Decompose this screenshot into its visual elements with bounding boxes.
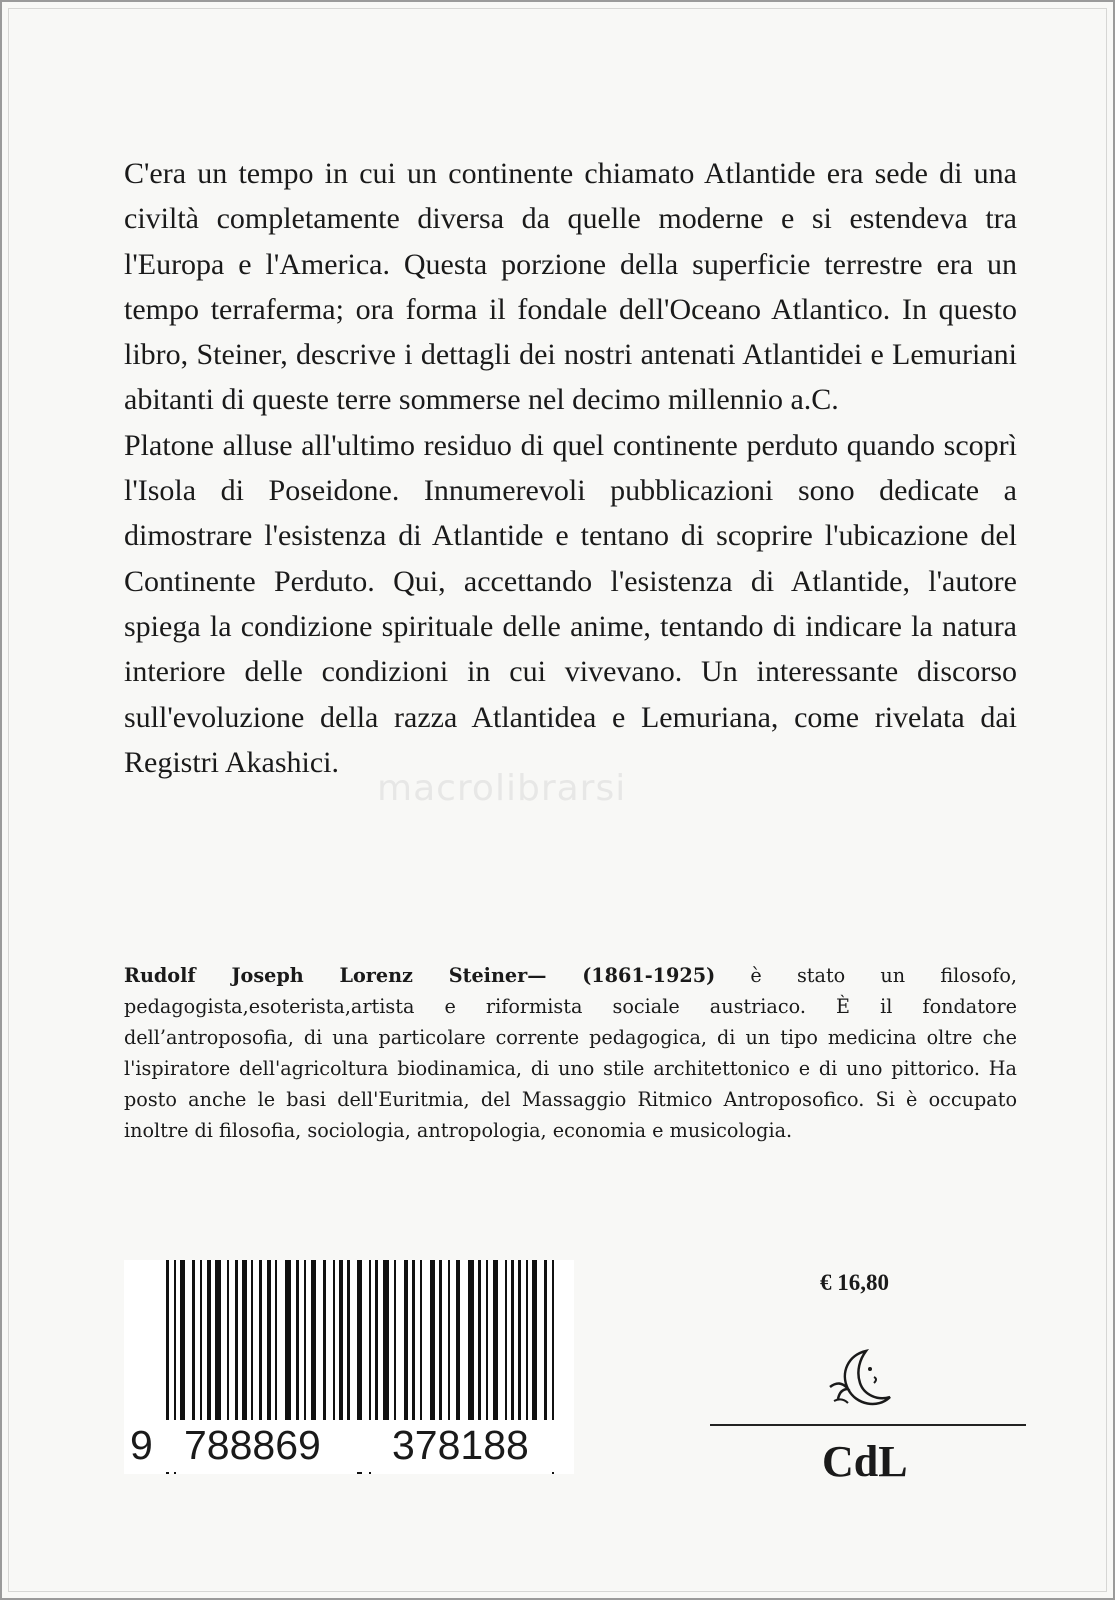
barcode-bar [200, 1260, 202, 1420]
barcode-bar [505, 1260, 507, 1420]
barcode-bar [285, 1260, 291, 1420]
publisher-moon-logo [828, 1347, 898, 1415]
barcode-bar [383, 1260, 389, 1420]
publisher-divider [710, 1424, 1026, 1426]
author-name: Rudolf Joseph Lorenz Steiner— (1861-1925) [124, 964, 716, 987]
barcode-bar [180, 1260, 185, 1420]
description-paragraph-1: C'era un tempo in cui un continente chiamato Atlantide era sede di una civiltà completamente diversa da quelle moderne e si estendeva tra l'Europa e l'America. Questa porzione della superficie terrestre era un tempo terraferma; ora forma il fondale dell'Oceano Atlantico. In questo libro, Steiner, descrive i dettagli dei nostri antenati Atlantidei e Lemuriani abitanti di queste terre sommerse nel decimo millennio a.C. [124, 157, 1017, 417]
barcode-bar [456, 1260, 460, 1420]
barcode-bar [486, 1260, 488, 1420]
barcode-bar [251, 1260, 253, 1420]
barcode-bar [412, 1260, 415, 1420]
barcode-bar [375, 1260, 378, 1420]
barcode-bar [192, 1260, 195, 1420]
barcode-bar [439, 1260, 442, 1420]
barcode-bar [304, 1260, 306, 1420]
barcode-bar [347, 1260, 350, 1420]
barcode-bar [468, 1260, 474, 1420]
barcode-bar [333, 1260, 335, 1420]
barcode-bar [339, 1260, 343, 1420]
book-description [124, 151, 1017, 785]
isbn-group-2: 378188 [392, 1422, 529, 1468]
barcode-bar [532, 1260, 537, 1420]
barcode-bar [511, 1260, 514, 1420]
isbn-group-1: 788869 [184, 1422, 321, 1468]
barcode-bar [296, 1260, 299, 1420]
barcode-bar [242, 1260, 247, 1420]
isbn-first-digit: 9 [130, 1422, 153, 1468]
barcode-bar [544, 1260, 547, 1420]
author-bio [124, 960, 1017, 1146]
barcode-bar [394, 1260, 396, 1420]
barcode-bar [227, 1260, 229, 1420]
barcode-bar [323, 1260, 326, 1420]
barcode-bar [420, 1260, 422, 1420]
barcode-bar [404, 1260, 408, 1420]
barcode-bar [235, 1260, 238, 1420]
barcode-bar [430, 1260, 435, 1420]
barcode-bar [267, 1260, 271, 1420]
barcode-bar [215, 1260, 221, 1420]
isbn-barcode [124, 1260, 574, 1474]
description-paragraph-2: Platone alluse all'ultimo residuo di quel continente perduto quando scoprì l'Isola di Poseidone. Innumerevoli pubblicazioni sono dedicate a dimostrare l'esistenza di Atlantide e tentano di scoprire l'ubicazione del Continente Perduto. Qui, accettando l'esistenza di Atlantide, l'autore spiega la condizione spirituale delle anime, tentando di indicare la natura interiore delle condizioni in cui vivevano. Un interessante discorso sull'evoluzione della razza Atlantidea e Lemuriana, come rivelata dai Registri Akashici. [124, 428, 1017, 779]
barcode-bar [275, 1260, 277, 1420]
barcode-bar [518, 1260, 521, 1420]
publisher-name: CdL [822, 1437, 908, 1486]
barcode-bar [311, 1260, 316, 1420]
isbn-number [124, 1420, 574, 1472]
barcode-bar [259, 1260, 262, 1420]
watermark: macrolibrarsi [377, 768, 627, 809]
barcode-bar [448, 1260, 450, 1420]
barcode-bar [478, 1260, 481, 1420]
barcode-bar [493, 1260, 498, 1420]
price: € 16,80 [820, 1270, 889, 1295]
author-bio-text: è stato un filosofo, pedagogista,esoterista,artista e riformista sociale austriaco. È il fondatore dell’antroposofia, di una particolare corrente pedagogica, di un tipo medicina oltre che l'ispiratore dell'agricoltura biodinamica, di uno stile architettonico e di uno pittorico. Ha posto anche le basi dell'Euritmia, del Massaggio Ritmico Antroposofico. Si è occupato inoltre di filosofia, sociologia, antropologia, economia e musicologia. [124, 964, 1017, 1142]
barcode-bar [207, 1260, 211, 1420]
barcode-bar [526, 1260, 528, 1420]
